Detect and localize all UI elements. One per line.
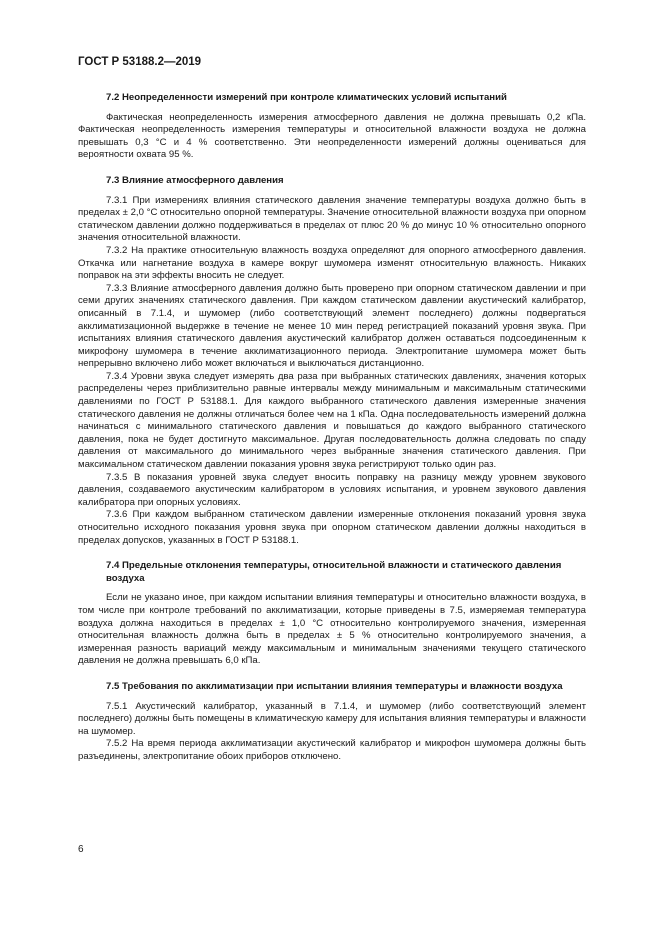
standard-header: ГОСТ Р 53188.2—2019 bbox=[78, 56, 202, 68]
paragraph: 7.3.2 На практике относительную влажность воздуха определяют для опорного атмосферного давления. Откачка или нагнетание воздуха в камере вокруг шумомера изменят относительную влажность. Никаких поправок на эти эффекты вносить не следует. bbox=[78, 244, 586, 282]
section-7-3 bbox=[78, 175, 586, 547]
section-title: 7.2 Неопределенности измерений при контроле климатических условий испытаний bbox=[106, 92, 507, 103]
paragraph: Фактическая неопределенность измерения атмосферного давления не должна превышать 0,2 кПа. Фактическая неопределенность измерения температуры и относительной влажности воздуха не должна превышать 0,3 °С и 4 % соответственно. Эти неопределенности измерений должны оцениваться для вероятности охвата 95 %. bbox=[78, 111, 586, 161]
paragraph: 7.3.1 При измерениях влияния статического давления значение температуры воздуха должно быть в пределах ± 2,0 °С относительно опорной температуры. Значение относительной влажности воздуха при опорном статическом давлении должно поддерживаться в пределах от плюс 20 % до минус 10 % относительно опорного значения относительной влажности. bbox=[78, 194, 586, 244]
section-7-2 bbox=[78, 92, 586, 162]
section-title: 7.3 Влияние атмосферного давления bbox=[106, 174, 284, 186]
document-body bbox=[78, 92, 586, 764]
paragraph: 7.5.2 На время периода акклиматизации акустический калибратор и микрофон шумомера должны быть разъединены, электропитание обоих приборов отключено. bbox=[78, 738, 586, 762]
section-7-5 bbox=[78, 681, 586, 764]
paragraph: 7.3.5 В показания уровней звука следует вносить поправку на разницу между уровнем звукового давления, создаваемого акустическим калибратором в условиях испытания, и уровнем звукового давления калибратора при опорных условиях. bbox=[78, 471, 586, 508]
section-title: 7.4 Предельные отклонения температуры, относительной влажности и статического давления воздуха bbox=[106, 560, 562, 584]
paragraph: 7.3.6 При каждом выбранном статическом давлении измеренные отклонения показаний уровня звука относительно исходного показания уровня звука при опорном статическом давлении должны находиться в пределах допусков, указанных в ГОСТ Р 53188.1. bbox=[78, 509, 586, 546]
paragraph: 7.3.3 Влияние атмосферного давления должно быть проверено при опорном статическом давлении и при семи других значениях статического давления. При каждом статическом давлении акустический калибратор, описанный в 7.1.4, и шумомер (либо соответствующий элемент последнего) должны подвергаться акклиматизационной выдержке в течение не менее 10 мин перед регистрацией показаний уровня звука. При испытаниях влияния статического давления акустический калибратор должен оставаться подсоединенным к микрофону шумомера в течение акклиматизационного периода. Электропитание шумомера может быть непрерывно включено либо может включаться и выключаться дистанционно. bbox=[78, 282, 586, 370]
paragraph: 7.5.1 Акустический калибратор, указанный в 7.1.4, и шумомер (либо соответствующий элемент последнего) должны быть помещены в климатическую камеру для испытания влияния температуры и влажности на шумомер. bbox=[78, 700, 586, 737]
section-title: 7.5 Требования по акклиматизации при испытании влияния температуры и влажности воздуха bbox=[106, 680, 563, 692]
page-number: 6 bbox=[78, 844, 84, 855]
paragraph: Если не указано иное, при каждом испытании влияния температуры и относительно влажности воздуха, в том числе при контроле требований по акклиматизации, которые приведены в 7.5, измеряемая температура воздуха должна находиться в пределах ± 1,0 °С относительно контролируемого значения, измеренная относительная влажность должна быть в пределах ± 5 % относительно контролируемого значения, а измеренная разность вариаций между максимальным и минимальным значениями текущего статического давления не должна превышать 6,0 кПа. bbox=[78, 592, 586, 667]
section-7-4 bbox=[78, 560, 586, 668]
paragraph: 7.3.4 Уровни звука следует измерять два раза при выбранных статических давлениях, значения которых распределены через приблизительно равные интервалы между минимальным и максимальным статическими давлениями по ГОСТ Р 53188.1. Для каждого выбранного статического давления измеренные значения статического давления не должны отличаться более чем на 1 кПа. Одна последовательность измерений должна начинаться с минимального статического давления и повышаться до каждого выбранного статического давления, пока не будет достигнуто максимальное. Другая последовательность должна следовать по спаду давления от максимального до минимального через выбранные значения статического давления. При максимальном статическом давлении показания уровня звука регистрируют только один раз. bbox=[78, 370, 586, 471]
